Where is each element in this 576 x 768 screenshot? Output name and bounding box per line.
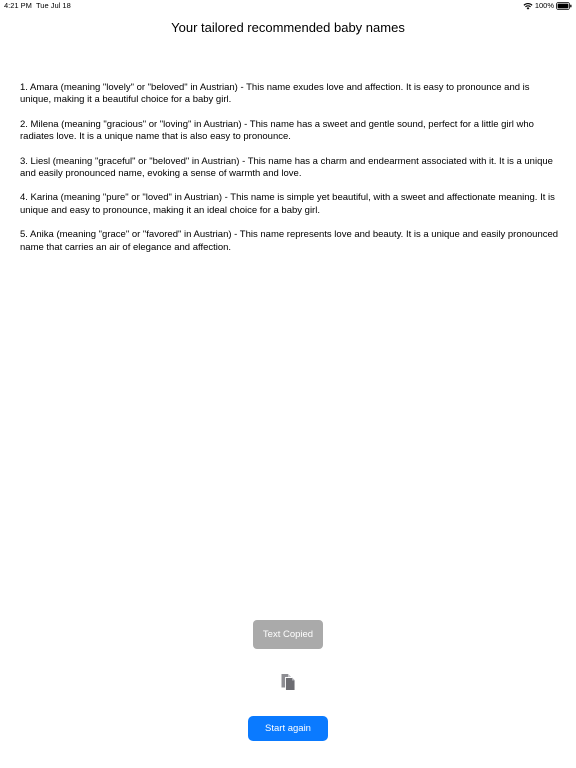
name-entry-liesl: 3. Liesl (meaning "graceful" or "beloved" in Austrian) - This name has a charm and endearment associated with it. It is a unique and easily pronounced name, evoking a sense of warmth and love. bbox=[20, 155, 553, 180]
status-indicators bbox=[523, 0, 572, 12]
start-again-button[interactable]: Start again bbox=[248, 716, 328, 741]
name-entry-amara: 1. Amara (meaning "lovely" or "beloved" in Austrian) - This name exudes love and affection. It is easy to pronounce and is unique, making it a beautiful choice for a baby girl. bbox=[20, 82, 530, 106]
status-time: 4:21 PM bbox=[4, 1, 32, 10]
name-entry-anika: 5. Anika (meaning "grace" or "favored" in Austrian) - This name represents love and beauty. It is a unique and easily pronounced name that carries an air of elegance and affection. bbox=[20, 229, 559, 253]
status-date: Tue Jul 18 bbox=[36, 1, 71, 10]
name-entry-karina: 4. Karina (meaning "pure" or "loved" in Austrian) - This name is simple yet beautiful, with a sweet and affectionate meaning. It is unique and easy to pronounce, making it an ideal choice for a baby girl. bbox=[20, 192, 555, 216]
status-bar bbox=[0, 0, 576, 12]
copy-documents-icon bbox=[280, 671, 297, 696]
battery-full-icon bbox=[556, 2, 572, 10]
battery-percentage: 100% bbox=[534, 1, 554, 10]
wifi-icon bbox=[523, 2, 533, 10]
text-copied-toast: Text Copied bbox=[253, 620, 323, 649]
page-title: Your tailored recommended baby names bbox=[171, 20, 405, 35]
name-entry-milena: 2. Milena (meaning "gracious" or "loving" in Austrian) - This name has a sweet and gentle sound, perfect for a little girl who radiates love. It is a unique name that is also easy to pronounce. bbox=[20, 118, 534, 143]
copy-button[interactable] bbox=[276, 670, 300, 696]
names-list bbox=[20, 82, 560, 266]
